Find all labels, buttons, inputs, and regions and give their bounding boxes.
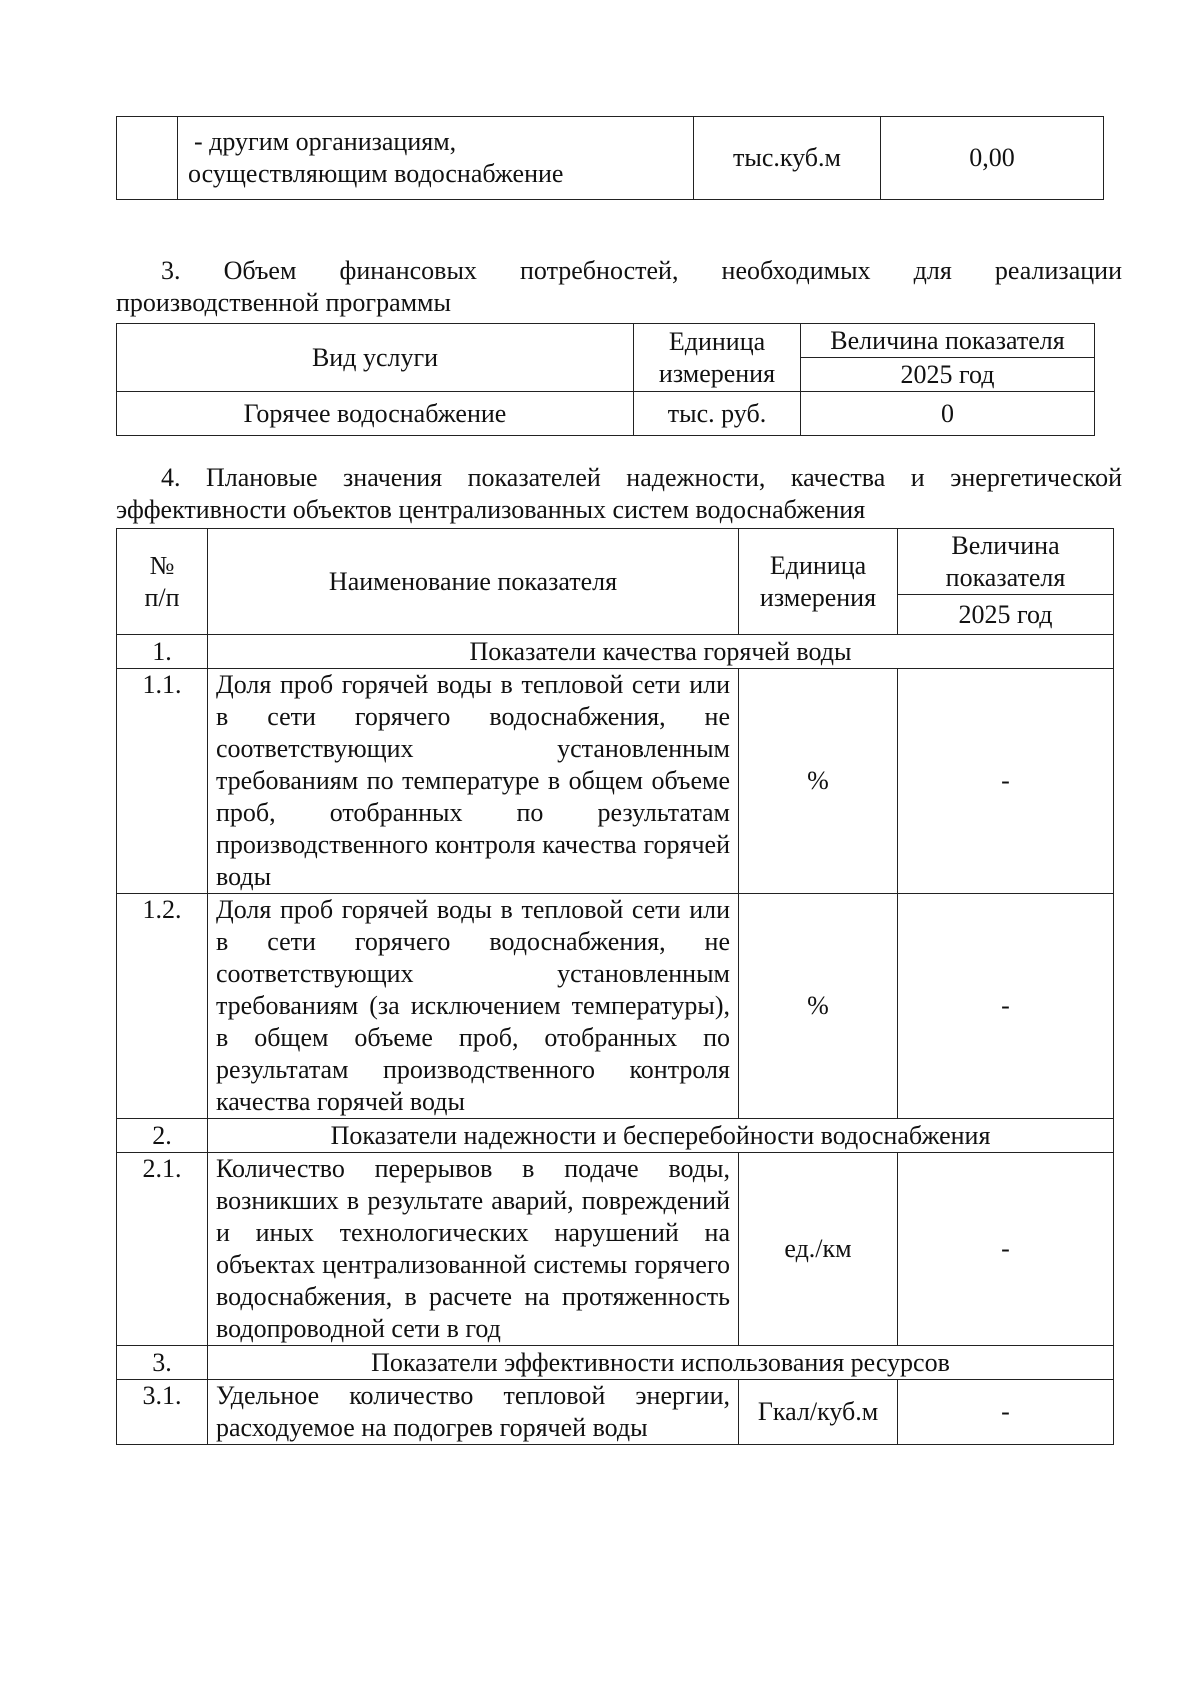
section4-heading-line1: 4. Плановые значения показателей надежности, качества и энергетической (161, 463, 1122, 492)
row-unit: тыс.куб.м (694, 117, 881, 200)
row-value: - (898, 894, 1114, 1119)
header-year: 2025 год (801, 358, 1095, 392)
row-unit: Гкал/куб.м (739, 1380, 898, 1445)
header-unit (634, 324, 801, 392)
group-num: 2. (117, 1119, 208, 1153)
row-unit: % (739, 669, 898, 894)
header-unit-line2: измерения (759, 582, 877, 612)
row-text: Доля проб горячей воды в тепловой сети или в сети горячего водоснабжения, не соответствующих установленным требованиям (за исключением температуры), в общем объеме проб, отобранных по результатам производственного контроля качества горячей воды (208, 894, 739, 1119)
top-fragment-table (116, 116, 1104, 200)
row-text: Доля проб горячей воды в тепловой сети или в сети горячего водоснабжения, не соответствующих установленным требованиям по температуре в общем объеме проб, отобранных по результатам производственного контроля качества горячей воды (208, 669, 739, 894)
header-value-line1: Величина (951, 530, 1060, 560)
header-unit-line2: измерения (658, 358, 776, 388)
empty-number-cell (117, 117, 178, 200)
group-title: Показатели эффективности использования ресурсов (208, 1346, 1114, 1380)
section3-heading-line2: производственной программы (116, 288, 451, 317)
section4-heading (116, 462, 1122, 526)
row-unit: % (739, 894, 898, 1119)
row-value: - (898, 1380, 1114, 1445)
group-num: 3. (117, 1346, 208, 1380)
row-label (178, 117, 694, 200)
header-unit (739, 529, 898, 635)
financial-table (116, 323, 1095, 436)
section3-heading-line1: 3. Объем финансовых потребностей, необходимых для реализации (161, 256, 1122, 285)
unit-cell: тыс. руб. (634, 392, 801, 436)
section3-heading (116, 255, 1122, 319)
row-unit: ед./км (739, 1153, 898, 1346)
indicators-table (116, 528, 1114, 1445)
row-text: Количество перерывов в подаче воды, возникших в результате аварий, повреждений и иных технологических нарушений на объектах централизованной системы горячего водоснабжения, в расчете на протяженность водопроводной сети в год (208, 1153, 739, 1346)
row-value: - (898, 669, 1114, 894)
row-label-line1: - другим организациям, (194, 127, 457, 156)
row-value: 0,00 (881, 117, 1104, 200)
row-value: - (898, 1153, 1114, 1346)
row-num: 1.2. (117, 894, 208, 1119)
header-num-line2: п/п (144, 582, 180, 612)
header-name: Наименование показателя (208, 529, 739, 635)
group-num: 1. (117, 635, 208, 669)
header-value (898, 529, 1114, 595)
header-num-line1: № (149, 550, 175, 580)
group-title: Показатели качества горячей воды (208, 635, 1114, 669)
header-service: Вид услуги (117, 324, 634, 392)
header-num (117, 529, 208, 635)
header-unit-line1: Единица (769, 550, 867, 580)
group-title: Показатели надежности и бесперебойности водоснабжения (208, 1119, 1114, 1153)
service-cell: Горячее водоснабжение (117, 392, 634, 436)
row-label-line2: осуществляющим водоснабжение (188, 159, 564, 188)
row-num: 3.1. (117, 1380, 208, 1445)
header-unit-line1: Единица (668, 326, 766, 356)
row-num: 1.1. (117, 669, 208, 894)
header-year: 2025 год (898, 595, 1114, 635)
row-num: 2.1. (117, 1153, 208, 1346)
value-cell: 0 (801, 392, 1095, 436)
header-value-line2: показателя (945, 562, 1066, 592)
header-value: Величина показателя (801, 324, 1095, 358)
section4-heading-line2: эффективности объектов централизованных систем водоснабжения (116, 495, 866, 524)
row-text: Удельное количество тепловой энергии, расходуемое на подогрев горячей воды (208, 1380, 739, 1445)
